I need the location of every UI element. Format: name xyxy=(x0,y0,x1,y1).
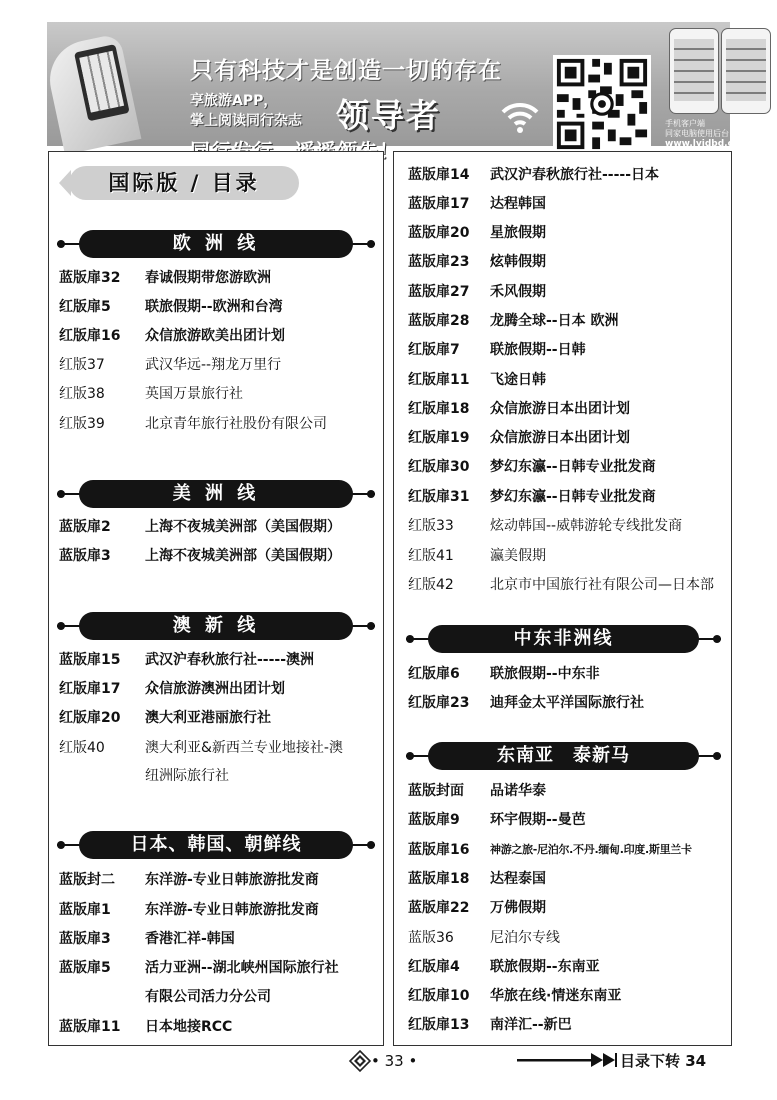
entry-code: 红版扉30 xyxy=(408,459,470,475)
entry-text: 梦幻东瀛--日韩专业批发商 xyxy=(490,489,656,505)
entry-code: 红版扉4 xyxy=(408,959,460,975)
entry-code: 红版39 xyxy=(59,416,105,432)
entry-code: 红版40 xyxy=(59,740,105,756)
entry-code: 蓝版封面 xyxy=(408,783,464,799)
entry-text: 众信旅游日本出团计划 xyxy=(490,430,630,446)
entry-text: 武汉沪春秋旅行社-----澳洲 xyxy=(145,652,315,668)
section-title: 欧 洲 线 xyxy=(79,230,353,258)
entry-code: 蓝版扉3 xyxy=(59,548,111,564)
entry-text: 环宇假期--曼芭 xyxy=(490,812,586,828)
entry-code: 蓝版扉5 xyxy=(59,960,111,976)
entry-text: 英国万景旅行社 xyxy=(145,386,243,402)
entry-code: 蓝版扉20 xyxy=(408,225,470,241)
entry-text: 联旅假期--欧洲和台湾 xyxy=(145,299,283,315)
banner-app-line2: 掌上阅读同行杂志 xyxy=(190,113,302,129)
entry-code: 红版扉23 xyxy=(408,695,470,711)
entry-code: 红版扉16 xyxy=(59,328,121,344)
entry-text: 春诚假期带您游欧洲 xyxy=(145,270,271,286)
section-header-southeast-asia xyxy=(406,742,721,770)
entry-text-cont: 纽洲际旅行社 xyxy=(145,768,229,784)
entry-text: 众信旅游日本出团计划 xyxy=(490,401,630,417)
section-title: 日本、韩国、朝鲜线 xyxy=(79,831,353,859)
entry-code: 蓝版扉11 xyxy=(59,1019,121,1035)
section-title: 中东非洲线 xyxy=(428,625,699,653)
entry-text: 北京青年旅行社股份有限公司 xyxy=(145,416,327,432)
phone-screenshots xyxy=(665,28,773,118)
entry-code: 蓝版封二 xyxy=(59,872,115,888)
right-column xyxy=(393,151,732,1046)
entry-code: 红版扉10 xyxy=(408,988,470,1004)
section-title: 澳 新 线 xyxy=(79,612,353,640)
entry-text: 尼泊尔专线 xyxy=(490,930,560,946)
entry-code: 蓝版扉14 xyxy=(408,167,470,183)
banner-headline: 只有科技才是创造一切的存在 xyxy=(190,58,502,84)
section-header-japan-korea xyxy=(57,831,375,859)
section-title: 美 洲 线 xyxy=(79,480,353,508)
entry-code: 红版扉20 xyxy=(59,710,121,726)
entry-code: 蓝版扉3 xyxy=(59,931,111,947)
entry-text: 禾风假期 xyxy=(490,284,546,300)
entry-text: 上海不夜城美洲部（美国假期） xyxy=(145,519,341,535)
page-number: • 33 • xyxy=(371,1052,418,1070)
entry-code: 红版扉19 xyxy=(408,430,470,446)
entry-text: 联旅假期--东南亚 xyxy=(490,959,600,975)
entry-code: 红版41 xyxy=(408,548,454,564)
entry-code: 红版37 xyxy=(59,357,105,373)
section-header-europe xyxy=(57,230,375,258)
app-banner[interactable] xyxy=(47,22,775,149)
entry-text: 活力亚洲--湖北峡州国际旅行社 xyxy=(145,960,339,976)
entry-text: 澳大利亚&新西兰专业地接社-澳 xyxy=(145,740,343,756)
phone-in-hand-image xyxy=(43,33,142,155)
entry-code: 红版扉13 xyxy=(408,1017,470,1033)
entry-code: 蓝版扉28 xyxy=(408,313,470,329)
arrow-right-icon xyxy=(517,1050,617,1070)
entry-text: 众信旅游欧美出团计划 xyxy=(145,328,285,344)
entry-text: 炫韩假期 xyxy=(490,254,546,270)
entry-code: 蓝版扉32 xyxy=(59,270,121,286)
entry-code: 红版33 xyxy=(408,518,454,534)
entry-code: 红版38 xyxy=(59,386,105,402)
entry-text: 达程韩国 xyxy=(490,196,546,212)
entry-code: 蓝版扉15 xyxy=(59,652,121,668)
entry-text: 澳大利亚港丽旅行社 xyxy=(145,710,271,726)
banner-client-line2: 同家电脑使用后台： xyxy=(665,129,737,138)
entry-text: 星旅假期 xyxy=(490,225,546,241)
entry-text: 上海不夜城美洲部（美国假期） xyxy=(145,548,341,564)
section-header-america xyxy=(57,480,375,508)
banner-client-info xyxy=(665,119,775,149)
entry-text: 飞途日韩 xyxy=(490,372,546,388)
entry-code: 蓝版扉22 xyxy=(408,900,470,916)
entry-text: 炫动韩国--威韩游轮专线批发商 xyxy=(490,518,683,534)
entry-code: 蓝版36 xyxy=(408,930,454,946)
entry-code: 蓝版扉18 xyxy=(408,871,470,887)
entry-text: 瀛美假期 xyxy=(490,548,546,564)
entry-code: 蓝版扉23 xyxy=(408,254,470,270)
toc-continued-link[interactable]: 目录下转 34 xyxy=(620,1052,707,1070)
entry-code: 红版扉31 xyxy=(408,489,470,505)
entry-text: 武汉华远--翔龙万里行 xyxy=(145,357,282,373)
entry-text: 迪拜金太平洋国际旅行社 xyxy=(490,695,644,711)
entry-text: 品诺华泰 xyxy=(490,783,546,799)
banner-leader-text: 领导者 xyxy=(336,96,441,135)
banner-url-link[interactable]: www.lyjdbd.com/jdbd xyxy=(665,139,775,149)
entry-text: 南洋汇--新巴 xyxy=(490,1017,572,1033)
entry-text: 联旅假期--日韩 xyxy=(490,342,586,358)
entry-text: 华旅在线·情迷东南亚 xyxy=(490,988,622,1004)
entry-code: 蓝版扉1 xyxy=(59,902,111,918)
entry-code: 红版扉5 xyxy=(59,299,111,315)
banner-client-line1: 手机客户端 xyxy=(665,119,705,128)
qr-code-icon[interactable] xyxy=(553,55,651,153)
left-column xyxy=(48,151,384,1046)
entry-code: 蓝版扉16 xyxy=(408,842,470,858)
entry-code: 蓝版扉17 xyxy=(408,196,470,212)
entry-text: 众信旅游澳洲出团计划 xyxy=(145,681,285,697)
entry-text: 香港汇祥-韩国 xyxy=(145,931,235,947)
entry-text: 达程泰国 xyxy=(490,871,546,887)
entry-code: 红版扉11 xyxy=(408,372,470,388)
section-header-mideast-africa xyxy=(406,625,721,653)
section-header-oceania xyxy=(57,612,375,640)
entry-text: 东洋游-专业日韩旅游批发商 xyxy=(145,902,319,918)
entry-text: 联旅假期--中东非 xyxy=(490,666,600,682)
entry-code: 蓝版扉2 xyxy=(59,519,111,535)
entry-code: 红版42 xyxy=(408,577,454,593)
entry-text-cont: 有限公司活力分公司 xyxy=(145,989,271,1005)
entry-code: 红版扉18 xyxy=(408,401,470,417)
entry-text: 神游之旅-尼泊尔.不丹.缅甸.印度.斯里兰卡 xyxy=(490,843,692,856)
entry-text: 龙腾全球--日本 欧洲 xyxy=(490,313,619,329)
entry-text: 东洋游-专业日韩旅游批发商 xyxy=(145,872,319,888)
entry-code: 红版扉17 xyxy=(59,681,121,697)
entry-text: 武汉沪春秋旅行社-----日本 xyxy=(490,167,660,183)
banner-app-line1: 享旅游APP， xyxy=(190,93,278,109)
toc-title: 国际版 / 目录 xyxy=(69,166,299,200)
entry-code: 蓝版扉9 xyxy=(408,812,460,828)
section-title: 东南亚 泰新马 xyxy=(428,742,699,770)
entry-text: 日本地接RCC xyxy=(145,1019,233,1035)
wifi-icon xyxy=(497,90,543,136)
entry-code: 红版扉6 xyxy=(408,666,460,682)
entry-text: 梦幻东瀛--日韩专业批发商 xyxy=(490,459,656,475)
entry-code: 蓝版扉27 xyxy=(408,284,470,300)
entry-code: 红版扉7 xyxy=(408,342,460,358)
entry-text: 万佛假期 xyxy=(490,900,546,916)
entry-text: 北京市中国旅行社有限公司—日本部 xyxy=(490,577,714,593)
publisher-logo-icon xyxy=(349,1050,371,1072)
